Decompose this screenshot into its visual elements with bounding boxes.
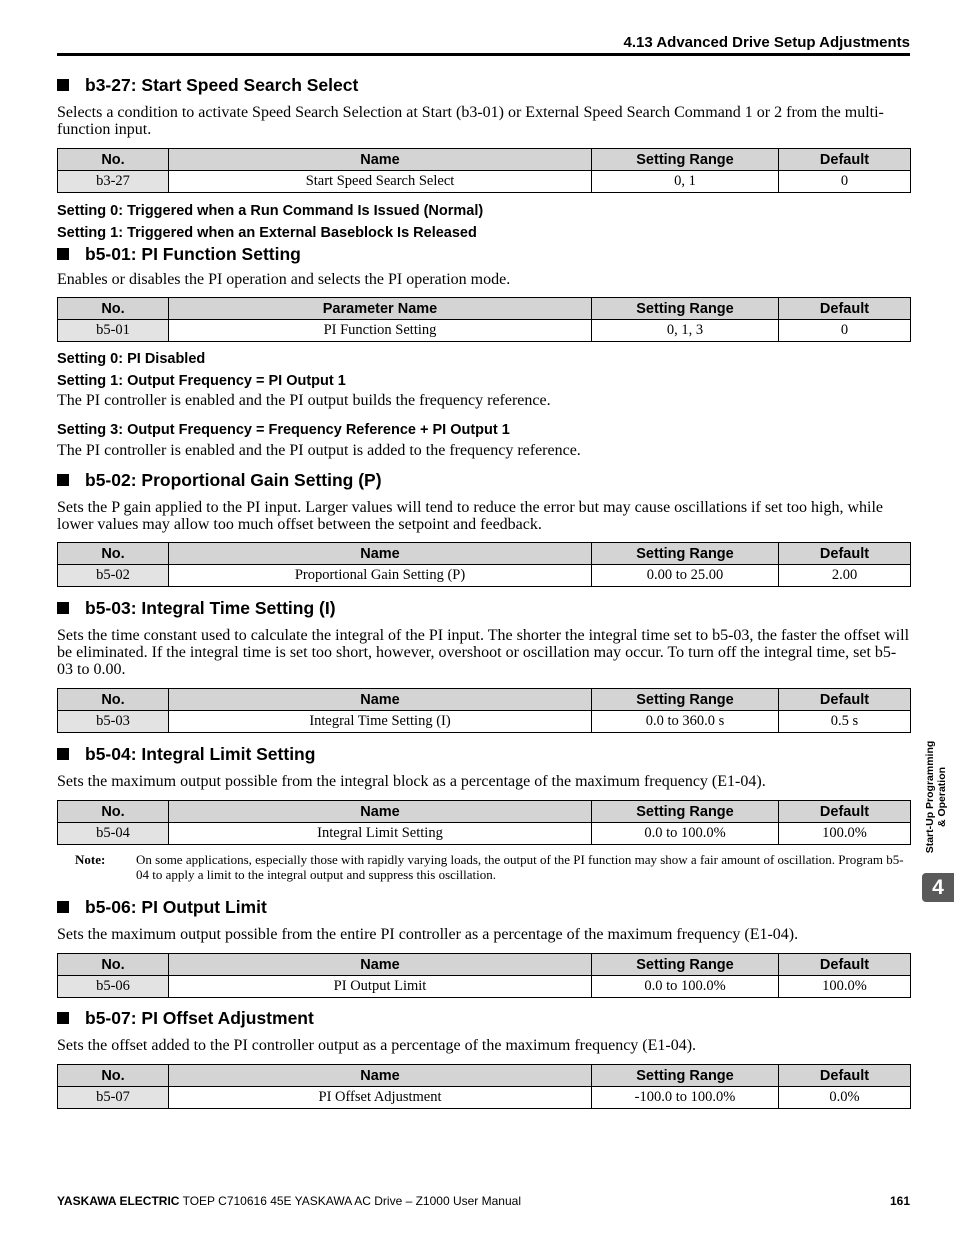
- page-content: [57, 74, 910, 1109]
- page-footer: [57, 1194, 910, 1208]
- col-header-default: Default: [779, 954, 911, 976]
- cell-default: 0.0%: [779, 1087, 911, 1109]
- cell-range: 0.0 to 100.0%: [592, 976, 779, 998]
- parameter-table-b5-06: [57, 953, 911, 998]
- col-header-name: Name: [169, 149, 592, 171]
- col-header-range: Setting Range: [592, 543, 779, 565]
- footer-text: [57, 1194, 521, 1208]
- table-row: [58, 976, 911, 998]
- section-description: Selects a condition to activate Speed Search Selection at Start (b3-01) or External Speed Search Command 1 or 2 from the multi-function input.: [57, 104, 884, 138]
- col-header-name: Name: [169, 543, 592, 565]
- cell-range: -100.0 to 100.0%: [592, 1087, 779, 1109]
- page-number: 161: [889, 1194, 910, 1208]
- cell-default: 0: [779, 171, 911, 193]
- table-row: [58, 823, 911, 845]
- table-header-row: [58, 689, 911, 711]
- note-block: [57, 853, 910, 882]
- setting-description: The PI controller is enabled and the PI output builds the frequency reference.: [57, 392, 551, 409]
- cell-name: Integral Time Setting (I): [169, 711, 592, 733]
- col-header-range: Setting Range: [592, 298, 779, 320]
- col-header-no: No.: [58, 954, 169, 976]
- col-header-name: Name: [169, 689, 592, 711]
- col-header-no: No.: [58, 801, 169, 823]
- note-text: On some applications, especially those with rapidly varying loads, the output of the PI function may show a fair amount of oscillation. Program b5-04 to apply a limit to the integral output and suppress this oscillation.: [136, 852, 904, 882]
- square-bullet-icon: [57, 248, 69, 260]
- header-title: 4.13 Advanced Drive Setup Adjustments: [623, 34, 910, 51]
- col-header-default: Default: [779, 689, 911, 711]
- section-heading-b5-01: b5-01: PI Function Setting: [57, 243, 910, 265]
- col-header-range: Setting Range: [592, 1065, 779, 1087]
- section-heading-b5-03: b5-03: Integral Time Setting (I): [57, 597, 910, 619]
- parameter-table-b5-01: [57, 297, 911, 342]
- square-bullet-icon: [57, 1012, 69, 1024]
- col-header-name: Name: [169, 801, 592, 823]
- setting-description: The PI controller is enabled and the PI output is added to the frequency reference.: [57, 442, 581, 459]
- cell-name: PI Function Setting: [169, 320, 592, 342]
- cell-no: b5-03: [58, 711, 169, 733]
- section-heading-b5-06: b5-06: PI Output Limit: [57, 896, 910, 918]
- table-header-row: [58, 149, 911, 171]
- cell-default: 0: [779, 320, 911, 342]
- table-header-row: [58, 801, 911, 823]
- cell-name: PI Output Limit: [169, 976, 592, 998]
- setting-heading: Setting 0: Triggered when a Run Command Is Issued (Normal): [57, 203, 484, 219]
- cell-name: Proportional Gain Setting (P): [169, 565, 592, 587]
- parameter-table-b5-07: [57, 1064, 911, 1109]
- side-label-line2: & Operation: [936, 766, 948, 828]
- col-header-no: No.: [58, 543, 169, 565]
- square-bullet-icon: [57, 602, 69, 614]
- col-header-range: Setting Range: [592, 801, 779, 823]
- col-header-default: Default: [779, 298, 911, 320]
- cell-no: b5-04: [58, 823, 169, 845]
- col-header-name: Parameter Name: [169, 298, 592, 320]
- cell-range: 0.0 to 360.0 s: [592, 711, 779, 733]
- cell-no: b3-27: [58, 171, 169, 193]
- table-row: [58, 711, 911, 733]
- parameter-table-b5-02: [57, 542, 911, 587]
- section-heading-b5-04: b5-04: Integral Limit Setting: [57, 743, 910, 765]
- footer-doc: TOEP C710616 45E YASKAWA AC Drive – Z1000 User Manual: [179, 1194, 521, 1208]
- section-heading-b5-02: b5-02: Proportional Gain Setting (P): [57, 469, 910, 491]
- cell-range: 0, 1: [592, 171, 779, 193]
- cell-range: 0.0 to 100.0%: [592, 823, 779, 845]
- col-header-default: Default: [779, 149, 911, 171]
- side-label-line1: Start-Up Programming: [924, 740, 936, 854]
- setting-heading: Setting 3: Output Frequency = Frequency Reference + PI Output 1: [57, 422, 510, 438]
- parameter-table-b3-27: [57, 148, 911, 193]
- cell-name: Integral Limit Setting: [169, 823, 592, 845]
- table-row: [58, 1087, 911, 1109]
- cell-name: Start Speed Search Select: [169, 171, 592, 193]
- col-header-no: No.: [58, 298, 169, 320]
- cell-no: b5-02: [58, 565, 169, 587]
- table-header-row: [58, 1065, 911, 1087]
- table-row: [58, 320, 911, 342]
- chapter-number-tab: 4: [922, 873, 954, 902]
- cell-name: PI Offset Adjustment: [169, 1087, 592, 1109]
- col-header-no: No.: [58, 149, 169, 171]
- table-header-row: [58, 954, 911, 976]
- square-bullet-icon: [57, 79, 69, 91]
- section-description: Sets the offset added to the PI controller output as a percentage of the maximum frequency (E1-04).: [57, 1037, 697, 1054]
- section-description: Sets the maximum output possible from the integral block as a percentage of the maximum frequency (E1-04).: [57, 773, 766, 790]
- col-header-name: Name: [169, 954, 592, 976]
- section-heading-b3-27: b3-27: Start Speed Search Select: [57, 74, 910, 96]
- section-description: Enables or disables the PI operation and selects the PI operation mode.: [57, 271, 511, 288]
- setting-heading: Setting 1: Triggered when an External Baseblock Is Released: [57, 225, 477, 241]
- cell-default: 100.0%: [779, 823, 911, 845]
- table-header-row: [58, 298, 911, 320]
- note-label: Note:: [75, 852, 106, 867]
- cell-no: b5-06: [58, 976, 169, 998]
- section-description: Sets the maximum output possible from the entire PI controller as a percentage of the maximum frequency (E1-04).: [57, 926, 799, 943]
- cell-range: 0.00 to 25.00: [592, 565, 779, 587]
- cell-default: 0.5 s: [779, 711, 911, 733]
- col-header-range: Setting Range: [592, 149, 779, 171]
- table-row: [58, 171, 911, 193]
- square-bullet-icon: [57, 474, 69, 486]
- cell-no: b5-01: [58, 320, 169, 342]
- col-header-range: Setting Range: [592, 954, 779, 976]
- square-bullet-icon: [57, 748, 69, 760]
- cell-range: 0, 1, 3: [592, 320, 779, 342]
- section-heading-b5-07: b5-07: PI Offset Adjustment: [57, 1007, 910, 1029]
- cell-default: 2.00: [779, 565, 911, 587]
- col-header-name: Name: [169, 1065, 592, 1087]
- setting-heading: Setting 1: Output Frequency = PI Output 1: [57, 373, 346, 389]
- table-row: [58, 565, 911, 587]
- table-header-row: [58, 543, 911, 565]
- col-header-default: Default: [779, 543, 911, 565]
- cell-no: b5-07: [58, 1087, 169, 1109]
- col-header-no: No.: [58, 689, 169, 711]
- col-header-default: Default: [779, 801, 911, 823]
- col-header-range: Setting Range: [592, 689, 779, 711]
- page-header: [57, 34, 910, 56]
- square-bullet-icon: [57, 901, 69, 913]
- section-description: Sets the P gain applied to the PI input. Larger values will tend to reduce the error but may cause oscillations if set too high, while lower values may allow too much offset between the setpoint and feedback.: [57, 499, 884, 533]
- parameter-table-b5-03: [57, 688, 911, 733]
- section-description: Sets the time constant used to calculate the integral of the PI input. The shorter the integral time set to b5-03, the faster the offset will be eliminated. If the integral time is set too short, however, overshoot or oscillation may occur. To turn off the integral time, set b5-03 to 0.00.: [57, 627, 910, 678]
- col-header-no: No.: [58, 1065, 169, 1087]
- cell-default: 100.0%: [779, 976, 911, 998]
- col-header-default: Default: [779, 1065, 911, 1087]
- setting-heading: Setting 0: PI Disabled: [57, 351, 206, 367]
- chapter-side-label: [924, 735, 948, 859]
- parameter-table-b5-04: [57, 800, 911, 845]
- footer-brand: YASKAWA ELECTRIC: [57, 1194, 180, 1208]
